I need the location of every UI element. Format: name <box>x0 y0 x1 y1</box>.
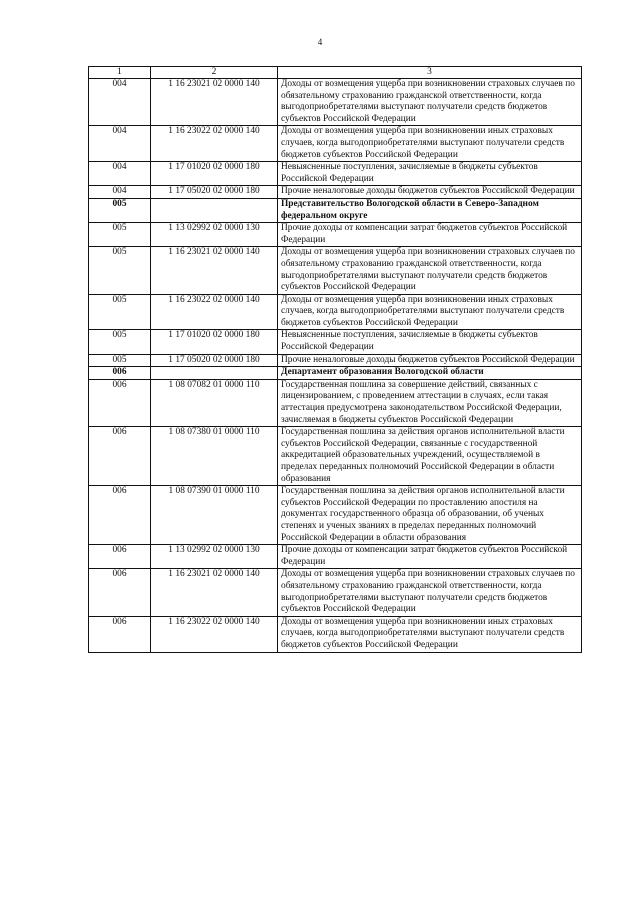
admin-code-cell: 005 <box>89 223 151 247</box>
budget-classification-code-cell <box>151 198 278 222</box>
budget-classification-code-cell: 1 16 23021 02 0000 140 <box>151 247 278 294</box>
revenue-description-cell: Представительство Вологодской области в Северо-Западном федеральном округе <box>278 198 582 222</box>
table-row <box>89 616 582 652</box>
admin-code-cell: 004 <box>89 79 151 126</box>
table-row <box>89 198 582 222</box>
admin-code-cell: 005 <box>89 198 151 222</box>
table-row <box>89 545 582 569</box>
budget-classification-code-cell <box>151 367 278 380</box>
revenue-description-cell: Департамент образования Вологодской области <box>278 367 582 380</box>
admin-code-cell: 006 <box>89 616 151 652</box>
budget-classification-code-cell: 1 17 05020 02 0000 180 <box>151 354 278 367</box>
budget-classification-code-cell: 1 16 23021 02 0000 140 <box>151 569 278 616</box>
admin-code-cell: 005 <box>89 354 151 367</box>
budget-classification-code-cell: 1 17 01020 02 0000 180 <box>151 330 278 354</box>
revenue-description-cell: Доходы от возмещения ущерба при возникновении иных страховых случаев, когда выгодоприобретателями выступают получатели средств бюджетов субъектов Российской Федерации <box>278 126 582 162</box>
admin-code-cell: 006 <box>89 545 151 569</box>
admin-code-cell: 004 <box>89 162 151 186</box>
table-row <box>89 367 582 380</box>
revenue-description-cell: Доходы от возмещения ущерба при возникновении страховых случаев по обязательному страхованию гражданской ответственности, когда выгодоприобретателями выступают получатели средств бюджетов субъектов Российской Федерации <box>278 569 582 616</box>
table-row <box>89 330 582 354</box>
table-header-row <box>89 67 582 79</box>
budget-classification-code-cell: 1 17 05020 02 0000 180 <box>151 186 278 199</box>
admin-code-cell: 004 <box>89 186 151 199</box>
admin-code-cell: 006 <box>89 427 151 486</box>
budget-classification-code-cell: 1 16 23022 02 0000 140 <box>151 616 278 652</box>
budget-classification-code-cell: 1 08 07380 01 0000 110 <box>151 427 278 486</box>
revenue-description-cell: Государственная пошлина за совершение действий, связанных с лицензированием, с проведением аттестации в случаях, если такая аттестация предусмотрена законодательством Российской Федерации, зачисляемая в бюджеты субъектов Российской Федерации <box>278 379 582 426</box>
budget-classification-code-cell: 1 08 07390 01 0000 110 <box>151 486 278 545</box>
column-header-2: 2 <box>151 67 278 79</box>
budget-classification-code-cell: 1 16 23022 02 0000 140 <box>151 126 278 162</box>
column-header-1: 1 <box>89 67 151 79</box>
table-row <box>89 247 582 294</box>
table-row <box>89 186 582 199</box>
admin-code-cell: 006 <box>89 379 151 426</box>
budget-classification-code-cell: 1 16 23022 02 0000 140 <box>151 294 278 330</box>
revenue-description-cell: Прочие доходы от компенсации затрат бюджетов субъектов Российской Федерации <box>278 545 582 569</box>
revenue-description-cell: Государственная пошлина за действия органов исполнительной власти субъектов Российской Федерации, связанные с государственной аккредитацией образовательных учреждений, осуществляемой в пределах переданных полномочий Российской Федерации в области образования <box>278 427 582 486</box>
revenue-description-cell: Прочие доходы от компенсации затрат бюджетов субъектов Российской Федерации <box>278 223 582 247</box>
budget-classification-code-cell: 1 17 01020 02 0000 180 <box>151 162 278 186</box>
budget-classification-code-cell: 1 13 02992 02 0000 130 <box>151 223 278 247</box>
revenue-description-cell: Государственная пошлина за действия органов исполнительной власти субъектов Российской Федерации по проставлению апостиля на документах государственного образца об образовании, об ученых степенях и ученых званиях в пределах переданных полномочий Российской Федерации в области образования <box>278 486 582 545</box>
admin-code-cell: 005 <box>89 294 151 330</box>
revenue-description-cell: Невыясненные поступления, зачисляемые в бюджеты субъектов Российской Федерации <box>278 330 582 354</box>
revenue-description-cell: Невыясненные поступления, зачисляемые в бюджеты субъектов Российской Федерации <box>278 162 582 186</box>
table-row <box>89 427 582 486</box>
admin-code-cell: 006 <box>89 367 151 380</box>
table-row <box>89 126 582 162</box>
column-header-3: 3 <box>278 67 582 79</box>
revenue-description-cell: Доходы от возмещения ущерба при возникновении страховых случаев по обязательному страхованию гражданской ответственности, когда выгодоприобретателями выступают получатели средств бюджетов субъектов Российской Федерации <box>278 79 582 126</box>
revenue-description-cell: Доходы от возмещения ущерба при возникновении иных страховых случаев, когда выгодоприобретателями выступают получатели средств бюджетов субъектов Российской Федерации <box>278 616 582 652</box>
table-row <box>89 223 582 247</box>
table-row <box>89 354 582 367</box>
budget-classification-code-cell: 1 13 02992 02 0000 130 <box>151 545 278 569</box>
admin-code-cell: 006 <box>89 569 151 616</box>
budget-classification-code-cell: 1 16 23021 02 0000 140 <box>151 79 278 126</box>
revenue-codes-table <box>88 66 582 653</box>
table-row <box>89 162 582 186</box>
revenue-description-cell: Прочие неналоговые доходы бюджетов субъектов Российской Федерации <box>278 354 582 367</box>
table-row <box>89 294 582 330</box>
admin-code-cell: 006 <box>89 486 151 545</box>
admin-code-cell: 004 <box>89 126 151 162</box>
revenue-description-cell: Доходы от возмещения ущерба при возникновении иных страховых случаев, когда выгодоприобретателями выступают получатели средств бюджетов субъектов Российской Федерации <box>278 294 582 330</box>
table-row <box>89 486 582 545</box>
revenue-description-cell: Доходы от возмещения ущерба при возникновении страховых случаев по обязательному страхованию гражданской ответственности, когда выгодоприобретателями выступают получатели средств бюджетов субъектов Российской Федерации <box>278 247 582 294</box>
budget-classification-code-cell: 1 08 07082 01 0000 110 <box>151 379 278 426</box>
admin-code-cell: 005 <box>89 247 151 294</box>
revenue-description-cell: Прочие неналоговые доходы бюджетов субъектов Российской Федерации <box>278 186 582 199</box>
admin-code-cell: 005 <box>89 330 151 354</box>
table-row <box>89 79 582 126</box>
table-row <box>89 569 582 616</box>
table-row <box>89 379 582 426</box>
page-number: 4 <box>317 37 323 47</box>
